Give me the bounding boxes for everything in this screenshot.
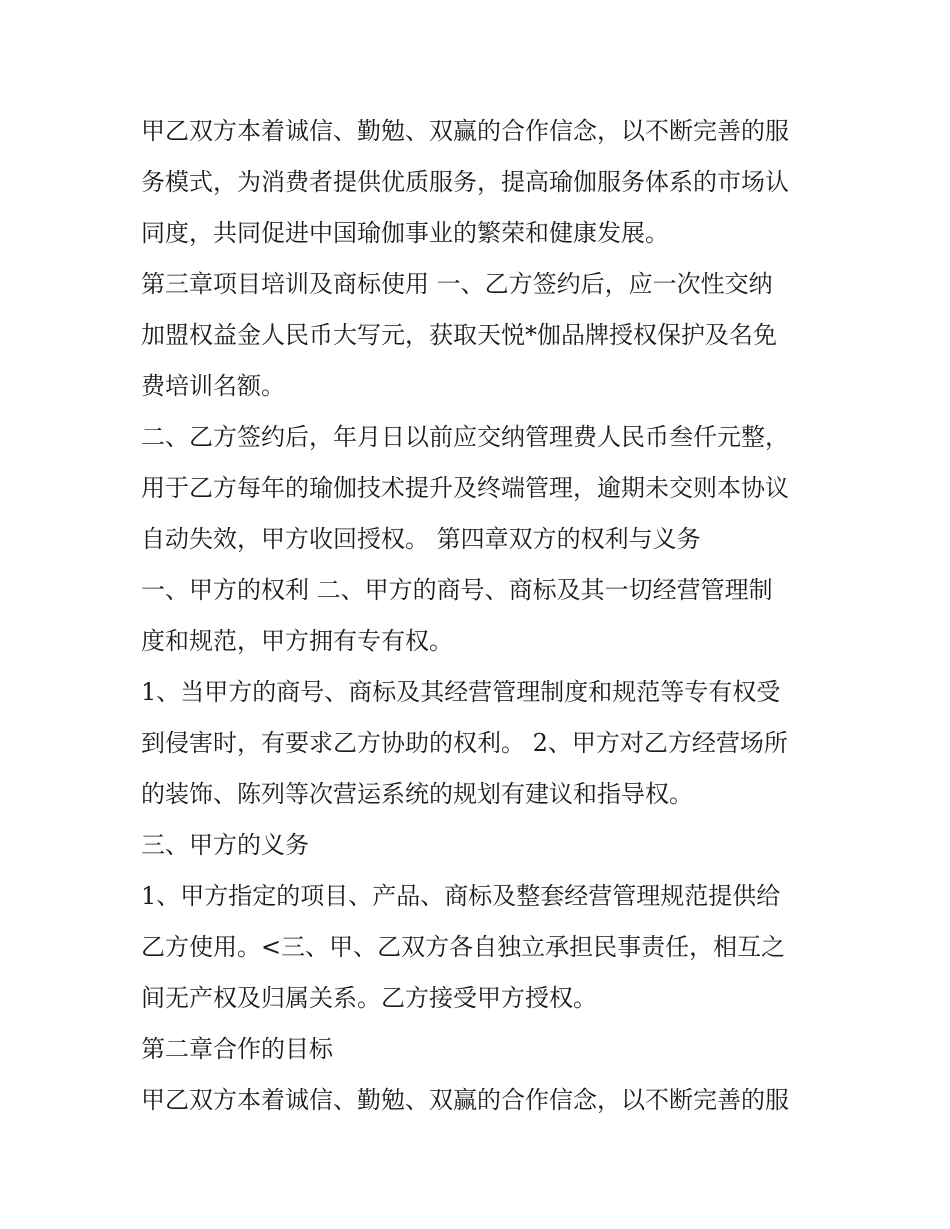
text-line-7: 二、乙方签约后，年月日以前应交纳管理费人民币叁仟元整， <box>141 423 789 451</box>
text-line-5: 加盟权益金人民币大写元，获取天悦*伽品牌授权保护及名免 <box>141 321 777 349</box>
text-line-16: 1、甲方指定的项目、产品、商标及整套经营管理规范提供给 <box>141 882 781 910</box>
text-line-10: 一、甲方的权利 二、甲方的商号、商标及其一切经营管理制 <box>141 576 773 604</box>
text-line-8: 用于乙方每年的瑜伽技术提升及终端管理，逾期未交则本协议 <box>141 474 789 502</box>
text-line-15: 三、甲方的义务 <box>141 831 309 859</box>
text-line-14: 的装饰、陈列等次营运系统的规划有建议和指导权。 <box>141 780 693 808</box>
text-line-18: 间无产权及归属关系。乙方接受甲方授权。 <box>141 984 597 1012</box>
text-line-20: 甲乙双方本着诚信、勤勉、双赢的合作信念，以不断完善的服 <box>141 1086 789 1114</box>
text-line-2: 务模式，为消费者提供优质服务，提高瑜伽服务体系的市场认 <box>141 168 789 196</box>
text-line-3: 同度，共同促进中国瑜伽事业的繁荣和健康发展。 <box>141 219 669 247</box>
text-line-11: 度和规范，甲方拥有专有权。 <box>141 627 453 655</box>
text-line-1: 甲乙双方本着诚信、勤勉、双赢的合作信念，以不断完善的服 <box>141 117 789 145</box>
text-line-13: 到侵害时，有要求乙方协助的权利。 2、甲方对乙方经营场所 <box>141 729 788 757</box>
text-line-19: 第二章合作的目标 <box>141 1035 333 1063</box>
text-line-4: 第三章项目培训及商标使用 一、乙方签约后，应一次性交纳 <box>141 270 773 298</box>
text-line-12: 1、当甲方的商号、商标及其经营管理制度和规范等专有权受 <box>141 678 781 706</box>
text-line-17: 乙方使用。<三、甲、乙双方各自独立承担民事责任，相互之 <box>141 933 786 961</box>
text-line-6: 费培训名额。 <box>141 372 285 400</box>
text-line-9: 自动失效，甲方收回授权。 第四章双方的权利与义务 <box>141 525 701 553</box>
document-body <box>141 106 821 1126</box>
